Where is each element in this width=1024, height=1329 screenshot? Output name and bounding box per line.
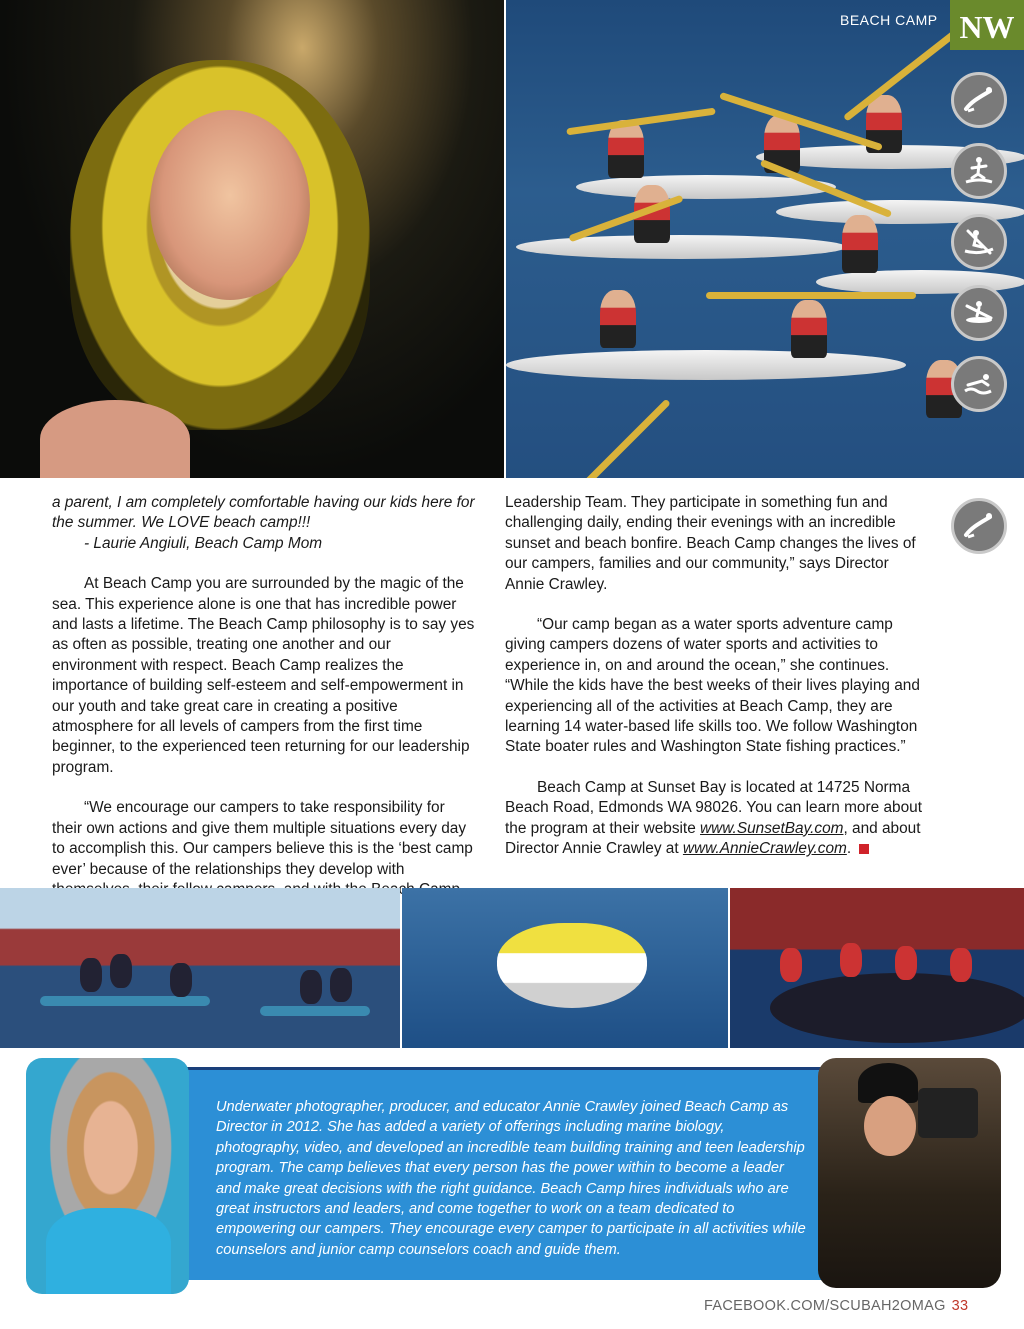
- rower-icon: [951, 214, 1007, 270]
- director-bio: Underwater photographer, producer, and educator Annie Crawley joined Beach Camp as Director in 2012. She has added a variety of offerings including marine biology, photography, video, and developed an incredible team building training and teen leadership program. The camp believes that every person has the power within to become a leader and make great decisions with the right guidance. Beach Camp hires individuals who are great instructors and leaders, and come together to work on a team dedicated to empowering our campers. They encourage every camper to participate in all activities while counselors and junior camp counselors coach and guide them.: [216, 1099, 806, 1258]
- left-article-column: [52, 493, 477, 900]
- page-footer: [704, 1298, 968, 1314]
- location-text: Beach Camp at Sunset Bay is located at 14725 Norma Beach Road, Edmonds WA 98026. You can learn more about the program at their website: [505, 778, 922, 837]
- surfer-icon: [951, 143, 1007, 199]
- article-paragraph: At Beach Camp you are surrounded by the magic of the sea. This experience alone is one that has incredible power and lasts a lifetime. The Beach Camp philosophy is to say yes as often as possible, treating one another and our environment with respect. Beach Camp realizes the importance of building self-esteem and self-empowerment in our youth and take great care in creating a positive atmosphere for all levels of campers from the first time beginner, to the experienced teen returning for our leadership program.: [52, 575, 475, 776]
- right-article-column: [505, 493, 930, 860]
- testimonial-quote: a parent, I am completely comfortable having our kids here for the summer. We LOVE beach camp!!!: [52, 494, 475, 532]
- page-number: 33: [951, 1298, 969, 1314]
- tube-riders-photo: [730, 888, 1024, 1048]
- kayakers-photo: [506, 0, 1024, 478]
- article-paragraph: [505, 778, 930, 860]
- kayaker-icon: [951, 285, 1007, 341]
- testimonial-attribution: - Laurie Angiuli, Beach Camp Mom: [84, 534, 323, 552]
- connector-text: , and about Director Annie Crawley at: [505, 819, 921, 858]
- period-text: .: [846, 840, 852, 858]
- swimmer-icon: [951, 356, 1007, 412]
- diver-icon: [951, 498, 1007, 554]
- nw-logo: NW: [950, 0, 1024, 50]
- article-paragraph: “We encourage our campers to take responsibility for their own actions and give them multiple situations every day to accomplish this. Our campers believe this is the ‘best camp ever’ because of the relationships they develop with: [52, 799, 473, 878]
- end-mark-icon: [859, 844, 869, 854]
- speedboat-photo: [402, 888, 728, 1048]
- anniecrawley-link[interactable]: www.AnnieCrawley.com: [682, 840, 847, 858]
- section-title: BEACH CAMP: [840, 12, 938, 28]
- campers-on-mat-photo: [0, 888, 400, 1048]
- footer-site: FACEBOOK.COM/SCUBAH2OMAG: [704, 1298, 946, 1314]
- annie-crawley-portrait: [26, 1058, 189, 1294]
- sunsetbay-link[interactable]: www.SunsetBay.com: [700, 819, 844, 837]
- annie-crawley-camera-photo: [818, 1058, 1001, 1288]
- article-paragraph: “Our camp began as a water sports adventure camp giving campers dozens of water sports and activities to experience in, on and around the ocean,” she continues. “While the kids have the best weeks of their lives playing and experiencing all of the activities at Beach Camp, they are learning 14 water-based life skills too. We follow Washington State boater rules and Washington State fishing practices.”: [505, 616, 920, 756]
- diver-helmet-photo: [0, 0, 504, 478]
- diver-icon: [951, 72, 1007, 128]
- article-paragraph: Leadership Team. They participate in something fun and challenging daily, ending their evenings with an incredible sunset and beach bonfire. Beach Camp changes the lives of our campers, families and our community,” says Director Annie Crawley.: [505, 494, 916, 593]
